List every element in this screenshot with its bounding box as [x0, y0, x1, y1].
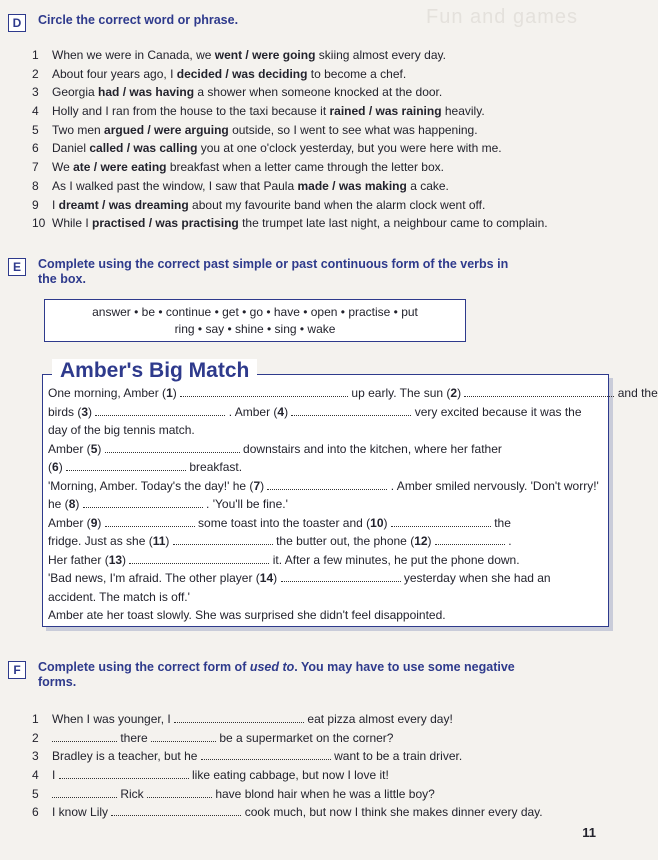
answer-blank[interactable]: [83, 498, 203, 508]
list-item: 6 I know Lily cook much, but now I think she makes dinner every day.: [32, 805, 543, 820]
list-item: 1 When we were in Canada, we went / were going skiing almost every day.: [32, 48, 446, 62]
story-line: Amber (5) downstairs and into the kitchen, where her father: [48, 441, 502, 456]
answer-blank[interactable]: [111, 806, 241, 816]
list-item: 1 When I was younger, I eat pizza almost every day!: [32, 712, 453, 726]
choice-phrase[interactable]: decided / was deciding: [176, 66, 308, 81]
list-item: 5 Two men argued / were arguing outside, so I went to see what was happening.: [32, 122, 478, 137]
story-line: birds (3) . Amber (4) very excited because it was the: [48, 404, 582, 419]
answer-blank[interactable]: [267, 480, 387, 490]
choice-phrase[interactable]: dreamt / was dreaming: [58, 197, 189, 212]
answer-blank[interactable]: [105, 517, 195, 527]
choice-phrase[interactable]: rained / was raining: [329, 104, 442, 119]
list-item: 3 Bradley is a teacher, but he want to be a train driver.: [32, 749, 463, 764]
story-line: fridge. Just as she (11) the butter out, the phone (12) .: [48, 534, 512, 548]
answer-blank[interactable]: [52, 788, 117, 798]
answer-blank[interactable]: [66, 461, 186, 471]
faded-heading: Fun and games: [426, 6, 578, 28]
list-item: 5 Rick have blond hair when he was a little boy?: [32, 786, 435, 801]
story-line: he (8) . 'You'll be fine.': [48, 497, 288, 511]
story-text: [48, 384, 658, 625]
answer-blank[interactable]: [151, 732, 216, 742]
section-f-title: Complete using the correct form of used to. You may have to use some negative forms.: [38, 660, 515, 689]
answer-blank[interactable]: [291, 406, 411, 416]
page-number: 11: [582, 825, 596, 840]
word-box-line: ring • say • shine • sing • wake: [174, 322, 336, 336]
section-d-letter: D: [8, 14, 26, 32]
answer-blank[interactable]: [201, 750, 331, 760]
word-box-line: answer • be • continue • get • go • have • open • practise • put: [92, 305, 418, 319]
choice-phrase[interactable]: went / were going: [214, 48, 316, 62]
section-f-letter: F: [8, 661, 26, 679]
answer-blank[interactable]: [95, 406, 225, 416]
story-line: day of the big tennis match.: [48, 423, 195, 437]
choice-phrase[interactable]: practised / was practising: [92, 216, 239, 231]
story-title: Amber's Big Match: [52, 359, 257, 383]
answer-blank[interactable]: [129, 554, 269, 564]
story-line: 'Bad news, I'm afraid. The other player (14) yesterday when she had an: [48, 571, 551, 585]
list-item: 7 We ate / were eating breakfast when a letter came through the letter box.: [32, 160, 444, 175]
choice-phrase[interactable]: ate / were eating: [73, 160, 167, 175]
story-line: Amber ate her toast slowly. She was surprised she didn't feel disappointed.: [48, 608, 446, 622]
list-item: 3 Georgia had / was having a shower when someone knocked at the door.: [32, 85, 443, 100]
story-line: Amber (9) some toast into the toaster and (10) the: [48, 515, 511, 530]
answer-blank[interactable]: [391, 517, 491, 527]
answer-blank[interactable]: [435, 535, 505, 545]
story-line: Her father (13) it. After a few minutes, he put the phone down.: [48, 552, 520, 567]
choice-phrase[interactable]: made / was making: [297, 178, 407, 193]
story-line: accident. The match is off.': [48, 589, 190, 604]
list-item: 4 I like eating cabbage, but now I love it!: [32, 768, 389, 783]
answer-blank[interactable]: [59, 769, 189, 779]
section-e-header: [8, 257, 508, 287]
section-f-list: [32, 710, 543, 822]
answer-blank[interactable]: [173, 535, 273, 545]
list-item: 4 Holly and I ran from the house to the taxi because it rained / was raining heavily.: [32, 104, 485, 119]
list-item: 2 there be a supermarket on the corner?: [32, 730, 394, 745]
answer-blank[interactable]: [180, 387, 348, 397]
choice-phrase[interactable]: had / was having: [98, 85, 195, 100]
list-item: 6 Daniel called / was calling you at one o'clock yesterday, but you were here with me.: [32, 141, 502, 156]
story-line: 'Morning, Amber. Today's the day!' he (7) . Amber smiled nervously. 'Don't worry!': [48, 478, 599, 493]
choice-phrase[interactable]: called / was calling: [89, 141, 198, 156]
answer-blank[interactable]: [281, 572, 401, 582]
word-box: [44, 299, 466, 342]
list-item: 9 I dreamt / was dreaming about my favourite band when the alarm clock went off.: [32, 197, 486, 212]
list-item: 2 About four years ago, I decided / was deciding to become a chef.: [32, 66, 407, 81]
story-line: One morning, Amber (1) up early. The sun (2) and the: [48, 386, 658, 400]
section-f-header: [8, 660, 515, 690]
answer-blank[interactable]: [147, 788, 212, 798]
answer-blank[interactable]: [105, 443, 240, 453]
section-d-title: Circle the correct word or phrase.: [38, 13, 239, 27]
answer-blank[interactable]: [464, 387, 614, 397]
answer-blank[interactable]: [52, 732, 117, 742]
section-d-list: [32, 46, 548, 233]
section-d-header: [8, 13, 238, 32]
section-e-title: Complete using the correct past simple or past continuous form of the verbs in the box.: [38, 257, 509, 286]
choice-phrase[interactable]: argued / were arguing: [104, 122, 229, 137]
list-item: 8 As I walked past the window, I saw that Paula made / was making a cake.: [32, 178, 449, 193]
section-e-letter: E: [8, 258, 26, 276]
story-line: (6) breakfast.: [48, 460, 243, 474]
answer-blank[interactable]: [174, 713, 304, 723]
list-item: 10 While I practised / was practising the trumpet late last night, a neighbour came to complain.: [32, 216, 548, 231]
